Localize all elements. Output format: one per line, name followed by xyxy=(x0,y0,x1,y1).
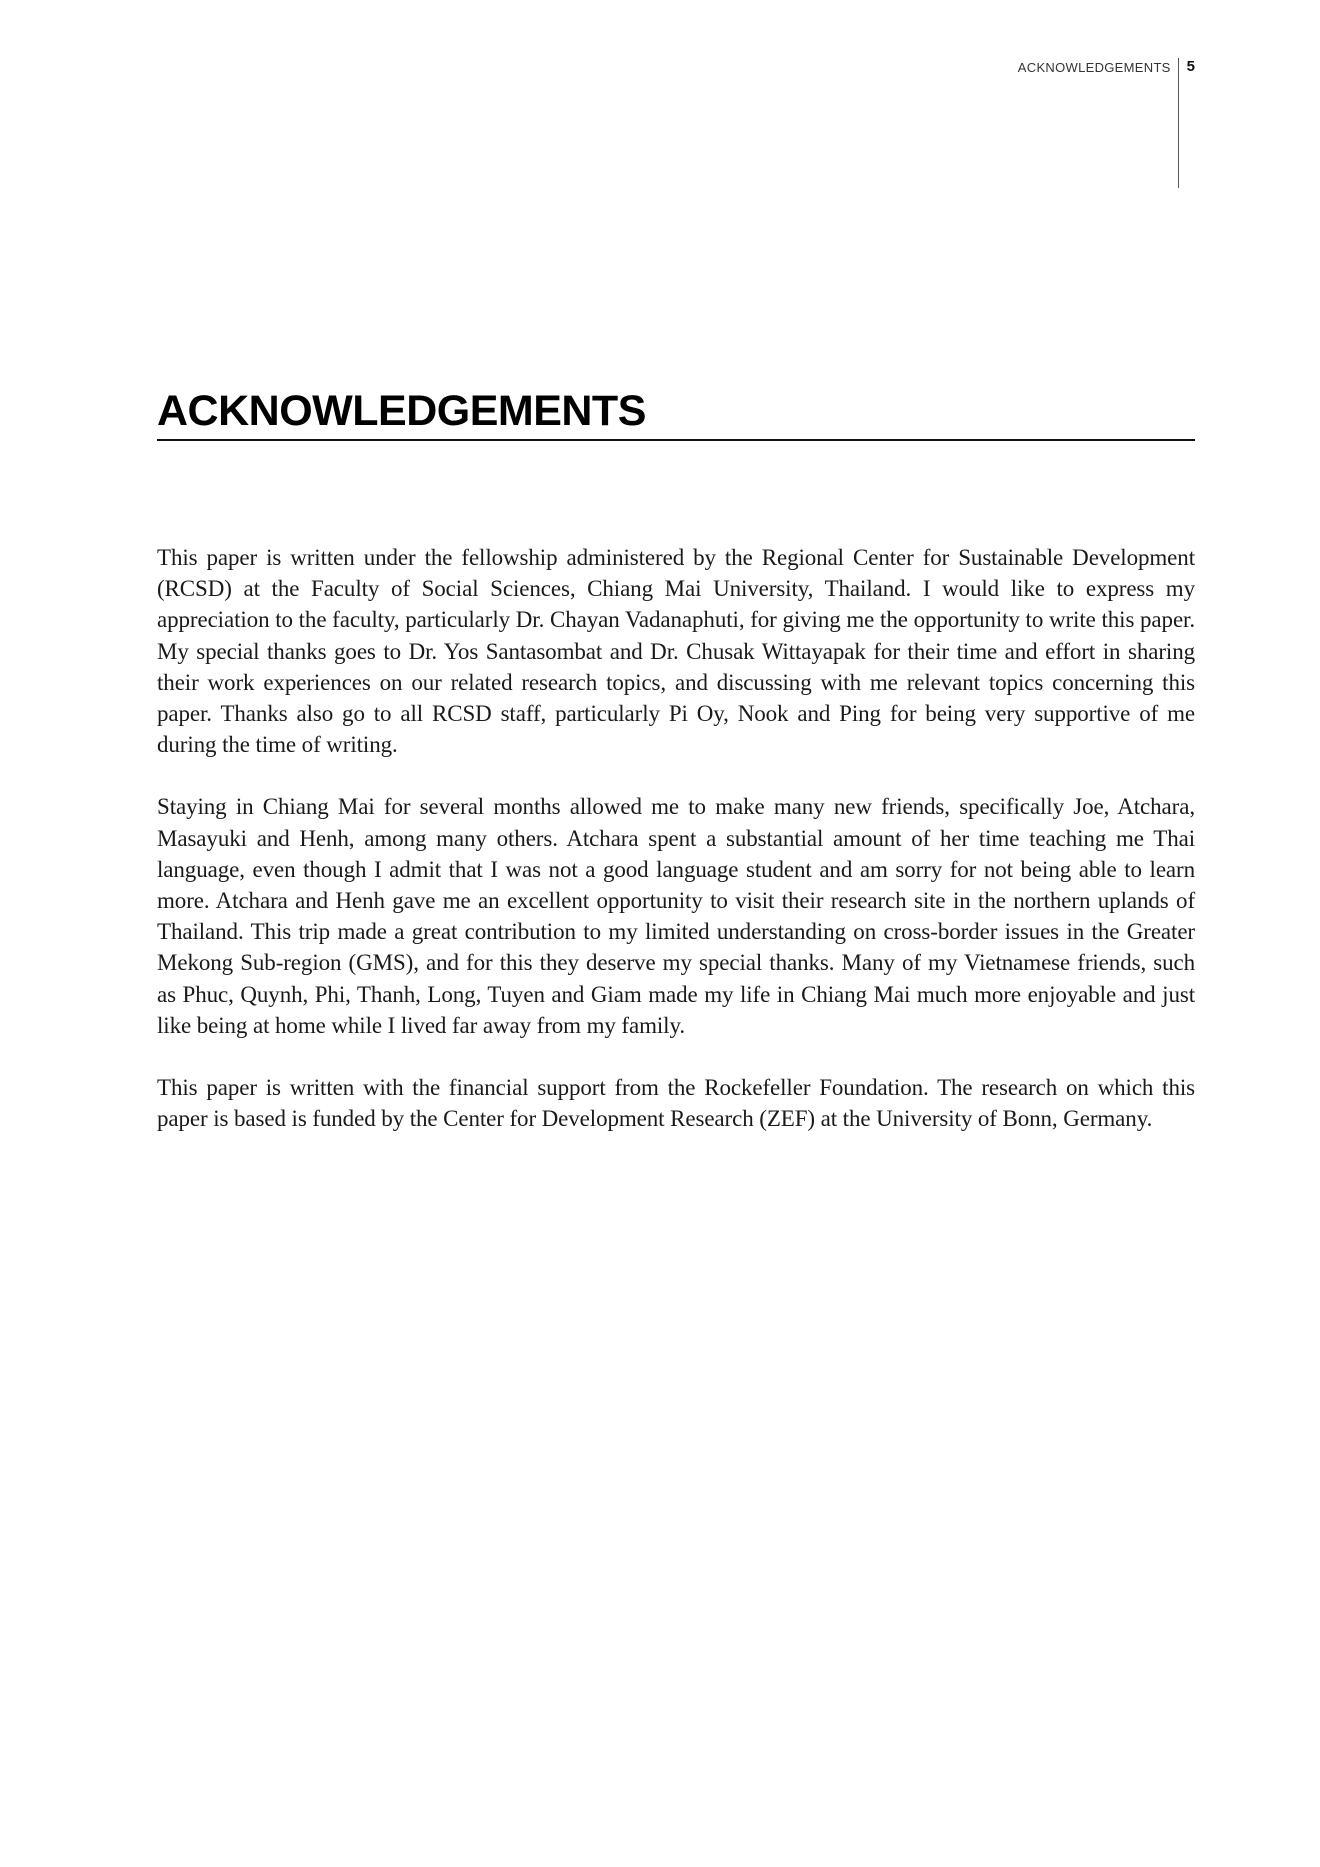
body-text xyxy=(157,542,1195,1165)
running-head-divider xyxy=(1178,58,1179,188)
paragraph-3: This paper is written with the financial support from the Rockefeller Foundation. The research on which this paper is based is funded by the Center for Development Research (ZEF) at the University of Bonn, Germany. xyxy=(157,1075,1195,1132)
running-head-section: ACKNOWLEDGEMENTS xyxy=(1017,60,1171,75)
paragraph-1: This paper is written under the fellowship administered by the Regional Center for Sustainable Development (RCSD) at the Faculty of Social Sciences, Chiang Mai University, Thailand. I would like to express my appreciation to the faculty, particularly Dr. Chayan Vadanaphuti, for giving me the opportunity to write this paper. My special thanks goes to Dr. Yos Santasombat and Dr. Chusak Wittayapak for their time and effort in sharing their work experiences on our related research topics, and discussing with me relevant topics concerning this paper. Thanks also go to all RCSD staff, particularly Pi Oy, Nook and Ping for being very supportive of me during the time of writing. xyxy=(157,545,1195,758)
running-head xyxy=(1018,58,1195,188)
title-underline xyxy=(157,439,1195,441)
chapter-title: ACKNOWLEDGEMENTS xyxy=(157,387,646,435)
paragraph-2: Staying in Chiang Mai for several months allowed me to make many new friends, specifically Joe, Atchara, Masayuki and Henh, among many others. Atchara spent a substantial amount of her time teaching me Thai language, even though I admit that I was not a good language student and am sorry for not being able to learn more. Atchara and Henh gave me an excellent opportunity to visit their research site in the northern uplands of Thailand. This trip made a great contribution to my limited understanding on cross-border issues in the Greater Mekong Sub-region (GMS), and for this they deserve my special thanks. Many of my Vietnamese friends, such as Phuc, Quynh, Phi, Thanh, Long, Tuyen and Giam made my life in Chiang Mai much more enjoyable and just like being at home while I lived far away from my family. xyxy=(157,794,1195,1038)
page-number: 5 xyxy=(1186,58,1195,75)
